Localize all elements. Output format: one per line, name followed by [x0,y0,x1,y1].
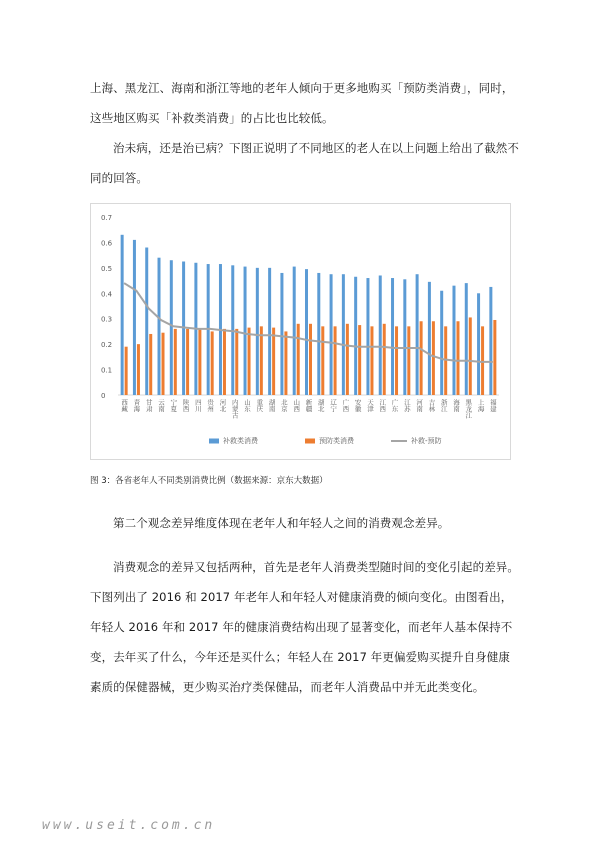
x-tick-label: 新疆 [304,399,313,412]
x-tick-label: 河南 [415,399,424,412]
line-补救-预防 [124,283,493,362]
x-tick-label: 辽宁 [329,399,338,412]
bar-预防类消费 [149,334,152,395]
bar-补救类消费 [268,268,271,395]
bar-预防类消费 [493,320,496,395]
paragraph-2: 治未病，还是治已病？下图正说明了不同地区的老人在以上问题上给出了截然不同的回答。 [90,141,519,185]
bar-预防类消费 [383,324,386,395]
bar-补救类消费 [489,287,492,395]
bar-预防类消费 [456,321,459,395]
x-tick-label: 青海 [132,399,141,412]
bar-预防类消费 [186,329,189,395]
bar-补救类消费 [305,269,308,395]
bar-补救类消费 [366,278,369,395]
legend-swatch-补救-预防 [391,440,407,442]
x-tick-label: 云南 [157,399,166,412]
legend-swatch-补救类消费 [209,439,219,444]
bar-补救类消费 [477,293,480,395]
bar-补救类消费 [452,286,455,395]
y-tick-label: 0.7 [101,214,113,222]
bar-预防类消费 [198,329,201,395]
bar-补救类消费 [342,274,345,395]
x-tick-label: 重庆 [255,399,264,412]
x-tick-label: 湖北 [316,399,325,412]
bar-补救类消费 [170,260,173,395]
bar-预防类消费 [432,321,435,395]
y-tick-label: 0.2 [101,341,113,350]
bar-预防类消费 [407,326,410,395]
bar-补救类消费 [465,283,468,395]
x-tick-label: 北京 [279,399,288,412]
x-tick-label: 湖南 [267,399,276,412]
x-tick-label: 广西 [341,399,350,412]
x-tick-label: 陕西 [181,399,190,412]
bar-预防类消费 [309,324,312,395]
x-tick-label: 山西 [292,399,301,412]
x-tick-label: 甘肃 [144,399,153,412]
bar-预防类消费 [346,324,349,395]
x-tick-label: 河北 [218,399,227,412]
x-tick-label: 广东 [390,399,399,412]
x-tick-label: 贵州 [206,399,215,412]
watermark-text: www.useit.com.cn [42,818,216,833]
legend-label-预防类消费: 预防类消费 [319,437,354,445]
bar-预防类消费 [137,344,140,395]
x-tick-label: 内蒙古 [230,399,239,419]
bar-补救类消费 [256,268,259,395]
x-tick-label: 黑龙江 [464,399,473,419]
bar-补救类消费 [121,235,124,395]
y-tick-label: 0.4 [101,290,113,299]
bar-预防类消费 [321,326,324,395]
paragraph-1: 上海、黑龙江、海南和浙江等地的老年人倾向于更多地购买「预防类消费」，同时，这些地区购买「补救类消费」的占比也比较低。 [90,81,514,125]
bar-预防类消费 [235,329,238,395]
x-tick-label: 安徽 [353,399,362,412]
bar-预防类消费 [370,326,373,395]
x-tick-label: 福建 [488,399,497,412]
x-tick-label: 四川 [193,399,202,412]
legend-swatch-预防类消费 [305,439,315,444]
bar-预防类消费 [248,328,251,395]
bar-补救类消费 [293,267,296,395]
x-tick-label: 西藏 [120,399,129,412]
bar-预防类消费 [260,326,263,395]
legend-label-补救类消费: 补救类消费 [223,437,258,445]
bar-补救类消费 [379,275,382,395]
chart-svg [91,204,510,459]
bar-补救类消费 [330,274,333,395]
bar-补救类消费 [428,282,431,395]
x-tick-label: 上海 [476,399,485,412]
x-tick-label: 江苏 [402,399,411,412]
y-tick-label: 0.6 [101,239,113,248]
x-tick-label: 浙江 [439,399,448,412]
bar-补救类消费 [280,273,283,395]
bar-预防类消费 [284,331,287,395]
consumption-ratio-chart [90,203,511,460]
x-tick-label: 江西 [378,399,387,412]
bar-预防类消费 [297,324,300,395]
y-tick-label: 0.1 [101,366,113,375]
bar-预防类消费 [174,329,177,395]
figure-caption: 图 3：各省老年人不同类别消费比例（数据来源：京东大数据） [90,476,328,486]
bar-补救类消费 [317,273,320,395]
paragraph-4: 消费观念的差异又包括两种，首先是老年人消费类型随时间的变化引起的差异。下图列出了 2016 和 2017 年老年人和年轻人对健康消费的倾向变化。由图看出，年轻人 2016 年和 2017 年的健康消费结构出现了显著变化，而老年人基本保持不变，去年买了什么，今年还是买什么；年轻人在 2017 年更偏爱购买提升自身健康素质的保健器械，更少购买治疗类保健品，而老年人消费品中并无此类变化。 [90,560,519,694]
bar-预防类消费 [469,317,472,395]
bar-补救类消费 [244,267,247,395]
bar-预防类消费 [358,325,361,395]
paragraph-3: 第二个观念差异维度体现在老年人和年轻人之间的消费观念差异。 [113,516,450,530]
bar-预防类消费 [334,326,337,395]
bar-补救类消费 [403,279,406,395]
bar-补救类消费 [354,277,357,395]
x-tick-label: 海南 [451,399,460,412]
x-tick-label: 天津 [365,399,374,412]
bar-预防类消费 [223,329,226,395]
x-tick-label: 吉林 [427,399,436,412]
legend-label-补救-预防: 补救-预防 [411,437,442,445]
bar-补救类消费 [145,248,148,395]
bar-补救类消费 [440,291,443,395]
x-tick-label: 宁夏 [169,399,178,412]
bar-预防类消费 [395,326,398,395]
bar-预防类消费 [211,331,214,395]
bar-预防类消费 [162,333,165,395]
bar-补救类消费 [158,258,161,395]
bar-预防类消费 [272,328,275,395]
x-tick-label: 山东 [243,399,252,412]
y-tick-label: 0.5 [101,264,113,273]
y-tick-label: 0.3 [101,315,113,324]
bar-预防类消费 [125,347,128,395]
bar-补救类消费 [391,278,394,395]
bar-补救类消费 [416,274,419,395]
bar-预防类消费 [420,321,423,395]
y-tick-label: 0 [101,392,106,400]
bar-预防类消费 [481,326,484,395]
bar-补救类消费 [133,240,136,395]
